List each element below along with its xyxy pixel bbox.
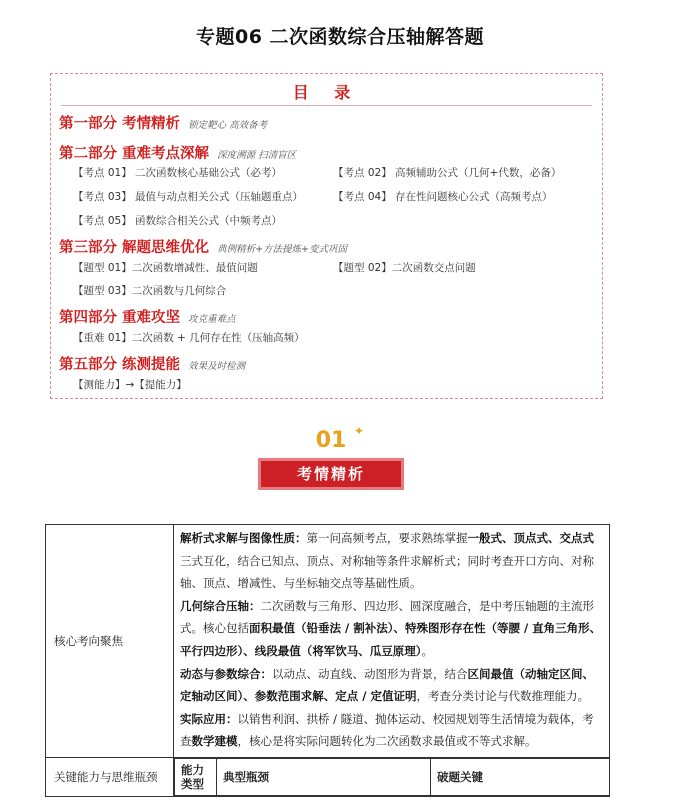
sparkle-icon: ✦ [354,424,365,438]
toc-heading: 目 录 [292,83,361,102]
toc-item-ceshi[interactable]: 【测能力】→【提能力】 [73,379,187,391]
focus-title: 动态与参数综合： [180,666,272,681]
part-label: 第一部分 考情精析 [59,115,181,132]
toc-part-4[interactable] [59,306,236,327]
toc-part-3[interactable] [59,236,347,257]
row-label-core-focus: 核心考向聚焦 [46,525,174,758]
toc-item-kaodian-02[interactable]: 【考点 02】 高频辅助公式（几何+代数，必备） [333,167,562,179]
focus-text: 。 [421,643,433,658]
table-row [175,758,610,795]
focus-text: 以动点、动直线、动图形为背景，结合 [272,666,468,681]
toc-item-kaodian-03[interactable]: 【考点 03】 最值与动点相关公式（压轴题重点） [73,191,304,203]
focus-emphasis: 区间最值（动轴定区间、定轴动区间）、参数范围求解、定点 / 定值证明 [180,666,594,704]
focus-text: 第一问高频考点，要求熟练掌握 [306,531,468,545]
focus-emphasis: 面积最值（铅垂法 / 割补法）、特殊图形存在性（等腰 / 直角三角形、平行四边形）、线段最值（将军饮马、瓜豆原理） [180,621,602,658]
focus-text: ，考查分类讨论与代数推理能力。 [416,689,589,704]
part-label: 第五部分 练测提能 [59,356,181,373]
toc-part-2[interactable] [59,142,296,163]
header-key-solution: 破题关键 [431,758,610,795]
focus-text: 二次函数与三角形、四边形、圆深度融合，是中考压轴题的主流形式。核心包括 [180,598,594,636]
toc-item-tixing-03[interactable]: 【题型 03】二次函数与几何综合 [73,285,227,297]
toc-item-tixing-01[interactable]: 【题型 01】二次函数增减性、最值问题 [73,262,258,274]
part-label: 第二部分 重难考点深解 [59,145,210,162]
focus-title: 实际应用： [180,711,238,726]
section-number: 01 [315,428,347,453]
part-subtitle: 效果及时检测 [188,361,246,372]
analysis-table [45,524,610,797]
header-typical-bottleneck: 典型瓶颈 [217,758,431,795]
row-label-key-ability: 关键能力与思维瓶颈 [46,757,174,796]
focus-title: 几何综合压轴： [180,598,261,613]
section-title: 考情精析 [258,458,404,490]
toc-part-1[interactable] [59,112,267,133]
focus-text: 以销售利润、拱桥 / 隧道、抛体运动、校园规划等生活情境为载体，考查 [180,711,594,749]
focus-paragraph [180,595,603,663]
toc-item-zhongnan-01[interactable]: 【重难 01】二次函数 + 几何存在性（压轴高频） [73,332,305,344]
focus-text: ，核心是将实际问题转化为二次函数求最值或不等式求解。 [237,734,537,749]
focus-paragraph [180,708,603,753]
table-of-contents [50,73,603,399]
focus-paragraph [180,527,603,595]
toc-item-kaodian-01[interactable]: 【考点 01】 二次函数核心基础公式（必考） [73,167,283,179]
toc-item-kaodian-05[interactable]: 【考点 05】 函数综合相关公式（中频考点） [73,215,283,227]
part-label: 第四部分 重难攻坚 [59,309,181,326]
focus-paragraph [180,663,603,708]
part-subtitle: 攻克重难点 [188,314,236,325]
toc-part-5[interactable] [59,353,245,374]
focus-emphasis: 数学建模 [191,734,238,749]
ability-subtable [174,758,609,796]
toc-divider [61,105,592,106]
focus-text: 三式互化，结合已知点、顶点、对称轴等条件求解析式；同时考查开口方向、对称轴、顶点、增减性、与坐标轴交点等基础性质。 [180,553,594,591]
ability-header-cell [174,757,610,796]
focus-emphasis: 一般式、顶点式、交点式 [467,531,594,545]
part-subtitle: 深度溯源 扫清盲区 [217,150,297,161]
part-subtitle: 锁定靶心 高效备考 [188,120,268,131]
table-row [46,757,610,796]
document-title: 专题06 二次函数综合压轴解答题 [195,26,485,48]
header-ability-type: 能力类型 [175,758,217,795]
toc-item-tixing-02[interactable]: 【题型 02】二次函数交点问题 [333,262,476,274]
part-label: 第三部分 解题思维优化 [59,239,210,256]
focus-title: 解析式求解与图像性质： [180,531,307,545]
part-subtitle: 典例精析+方法提炼+变式巩固 [217,244,347,255]
section-badge [258,424,404,492]
table-row [46,525,610,758]
core-focus-content [174,525,610,758]
toc-item-kaodian-04[interactable]: 【考点 04】 存在性问题核心公式（高频考点） [333,191,553,203]
